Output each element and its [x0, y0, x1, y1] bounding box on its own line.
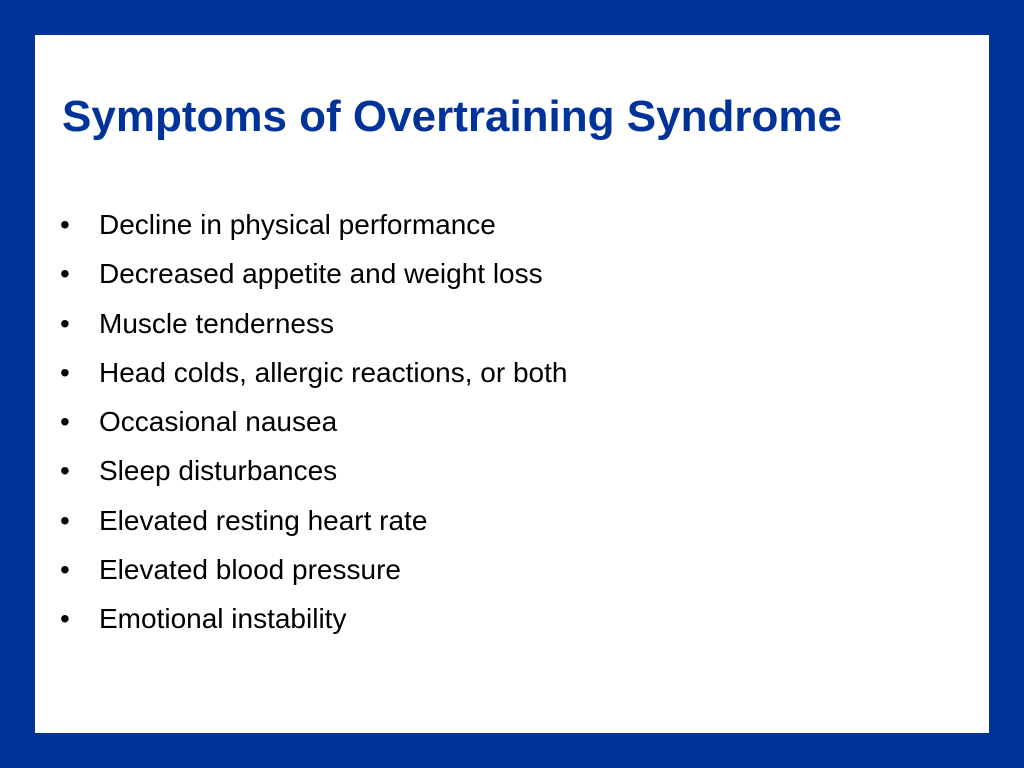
bullet-text: Emotional instability	[99, 603, 347, 635]
bullet-icon: •	[60, 258, 70, 290]
bullet-text: Occasional nausea	[99, 406, 338, 438]
bullet-text: Elevated resting heart rate	[99, 504, 428, 536]
slide-title: Symptoms of Overtraining Syndrome	[62, 92, 842, 141]
bullet-text: Muscle tenderness	[99, 307, 335, 339]
bullet-icon: •	[60, 554, 70, 586]
slide-canvas	[35, 35, 989, 733]
bullet-icon: •	[60, 455, 70, 487]
bullet-text: Elevated blood pressure	[99, 554, 401, 586]
bullet-text: Decline in physical performance	[99, 209, 496, 240]
bullet-text: Decreased appetite and weight loss	[99, 258, 543, 290]
bullet-text: Sleep disturbances	[99, 455, 338, 487]
bullet-icon: •	[60, 209, 70, 240]
bullet-icon: •	[60, 504, 70, 536]
bullet-icon: •	[60, 603, 70, 635]
bullet-icon: •	[60, 406, 70, 438]
bullet-icon: •	[60, 307, 70, 339]
bullet-icon: •	[60, 356, 70, 388]
bullet-text: Head colds, allergic reactions, or both	[99, 356, 568, 388]
